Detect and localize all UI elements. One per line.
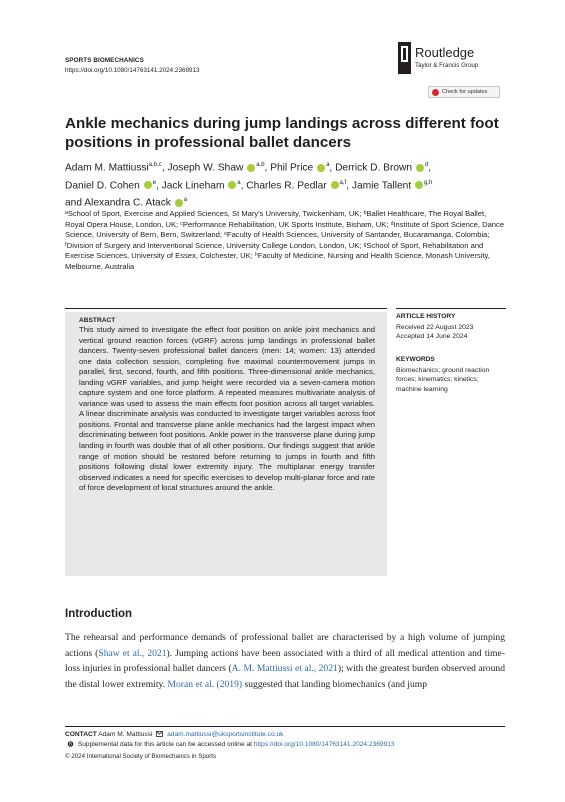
supplemental-line <box>65 741 395 748</box>
author-affiliation: g,h <box>423 179 433 186</box>
supplemental-link[interactable]: https://doi.org/10.1080/14763141.2024.2369913 <box>253 741 395 748</box>
supplemental-text: Supplemental data for this article can be accessed online at <box>77 741 254 748</box>
publisher-logo <box>398 42 508 78</box>
contact-label: CONTACT <box>65 731 97 738</box>
introduction-paragraph <box>65 630 505 692</box>
abstract-heading: ABSTRACT <box>79 317 116 324</box>
author-affiliation: a,b,c <box>148 162 162 168</box>
article-history-heading: ARTICLE HISTORY <box>396 313 456 320</box>
article-title: Ankle mechanics during jump landings across different foot positions in professional ballet dancers <box>65 115 499 151</box>
publisher-subname: Taylor & Francis Group <box>415 62 479 69</box>
author-name: Daniel D. Cohen <box>65 179 143 191</box>
orcid-icon[interactable] <box>247 164 255 172</box>
author-name: and Alexandra C. Atack <box>65 197 174 209</box>
orcid-icon[interactable] <box>228 181 236 189</box>
orcid-icon[interactable] <box>175 199 183 207</box>
author-affiliation: a <box>326 162 330 168</box>
orcid-icon[interactable] <box>144 181 152 189</box>
routledge-logo-icon <box>398 42 411 74</box>
citation-link[interactable]: Shaw et al., 2021 <box>98 647 167 659</box>
paragraph-text: The rehearsal and performance demands of professional ballet are characterised by a high volume of jumping actions ( <box>65 632 505 659</box>
author-name: , Phil Price <box>264 162 317 174</box>
author-list: Adam M. Mattiussi$^{a,b,c}$, Joseph W. Shaw $^{a,b}$, Phil Price $^a$, Derrick D. Brown $^d$, Daniel D. Cohen $^e$, Jack Lineham $^a$, Charles R. Pedlar $^{a,f}$, Jamie Tallent $^{g,h}$ and Alexandra C. Atack $^a$ <box>65 162 433 209</box>
orcid-icon[interactable] <box>415 181 423 189</box>
author-name: Adam M. Mattiussi <box>65 162 149 174</box>
author-affiliation: a <box>237 179 241 186</box>
contact-line <box>65 731 283 738</box>
orcid-icon[interactable] <box>416 164 424 172</box>
orcid-icon[interactable] <box>331 181 339 189</box>
author-affiliation: a,f <box>339 179 347 186</box>
journal-name: SPORTS BIOMECHANICS <box>65 57 144 64</box>
affiliations: ᵃSchool of Sport, Exercise and Applied Sciences, St Mary's University, Twickenham, UK; ᵇBallet Healthcare, The Royal Ballet, Royal Opera House, London, UK; ᶜPerformance Rehabilitation, UK Sports Institute, Bisham, UK; ᵈInstitute of Sport Science, Dance Science, University of Bern, Bern, Switzerland; ᵉFaculty of Health Sciences, University of Santander, Bucaramanga, Colombia; ᶠDivision of Surgery and Interventional Science, University College London, London, UK; ᵍSchool of Sport, Rehabilitation and Exercise Sciences, University of Essex, Colchester, UK; ʰFaculty of Medicine, Nursing and Health Science, Monash University, Melbourne, Australia <box>65 209 505 271</box>
keywords-heading: KEYWORDS <box>396 356 435 363</box>
author-name: , Jack Lineham <box>155 179 228 191</box>
author-name: , Derrick D. Brown <box>329 162 415 174</box>
history-rule <box>396 308 506 309</box>
email-icon <box>156 731 163 737</box>
check-updates-button[interactable] <box>428 86 500 98</box>
author-affiliation: a <box>183 197 188 204</box>
author-affiliation: a,b <box>256 162 265 168</box>
crossmark-icon <box>432 89 439 96</box>
abstract-rule <box>65 308 387 309</box>
citation-link[interactable]: A. M. Mattiussi et al., 2021 <box>231 663 338 674</box>
keywords-text: Biomechanics; ground reaction forces; kinematics; kinetics; machine learning <box>396 367 490 393</box>
author-name: , Charles R. Pedlar <box>240 179 330 191</box>
publisher-name: Routledge <box>415 45 475 60</box>
orcid-icon[interactable] <box>317 164 325 172</box>
author-affiliation: d <box>424 162 429 168</box>
check-updates-label: Check for updates <box>442 89 488 95</box>
paragraph-text: ); with the greatest burden observed around the distal lower extremity. <box>65 663 505 690</box>
author-name: , Jamie Tallent <box>346 179 414 191</box>
citation-link[interactable]: Moran et al. (2019) <box>167 678 243 690</box>
section-heading: Introduction <box>65 608 133 620</box>
paragraph-text: ). Jumping actions have been associated with a third of all medical attention and time-loss injuries in professional ballet dancers ( <box>65 647 505 674</box>
supplemental-data-icon <box>67 741 74 747</box>
paragraph-text: suggested that landing biomechanics (and jump <box>242 678 427 690</box>
author-name: , Joseph W. Shaw <box>161 162 247 174</box>
received-date: Received 22 August 2023 <box>396 324 474 331</box>
copyright: © 2024 International Society of Biomechanics in Sports <box>65 753 217 760</box>
doi-link[interactable]: https://doi.org/10.1080/14763141.2024.2369913 <box>65 67 200 74</box>
abstract-text: This study aimed to investigate the effect foot position on ankle joint mechanics and vertical ground reaction forces (vGRF) across jump landings in professional ballet dancers. Twenty-seven professional ballet dancers (men: 14; women: 13) attended one data collection session, completing five maximal countermovement jumps in parallel, first, second, fourth, and fifth positions. Three-dimensional ankle mechanics, landing vGRF variables, and jump height were recorded via a seven-camera motion capture system and one force platform. A repeated measures multivariate analysis of variance was used to assess the main effects foot position across all target variables. A linear discriminate analysis was conducted to investigate target variables across foot positions. Frontal and transverse plane ankle mechanics had the largest impact when discriminating between foot positions. Ankle power in the transverse plane during jump landing in fourth was double that of all other positions. Our findings suggest that ankle range of motion should be restored before returning to jumps in fourth and fifth positions following distal lower extremity injury. The multiplanar energy transfer observed indicates a need for specific exercises to develop multi-planar force and rate of force development of local structures around the ankle. <box>79 325 375 493</box>
contact-email-link[interactable]: adam.mattiussi@uksportsinstitute.co.uk <box>167 731 284 738</box>
accepted-date: Accepted 14 June 2024 <box>396 333 468 340</box>
svg-text:B: B <box>69 742 72 748</box>
footer-rule <box>65 726 505 727</box>
contact-name: Adam M. Mattiussi <box>98 731 153 738</box>
author-affiliation: e <box>152 179 156 186</box>
